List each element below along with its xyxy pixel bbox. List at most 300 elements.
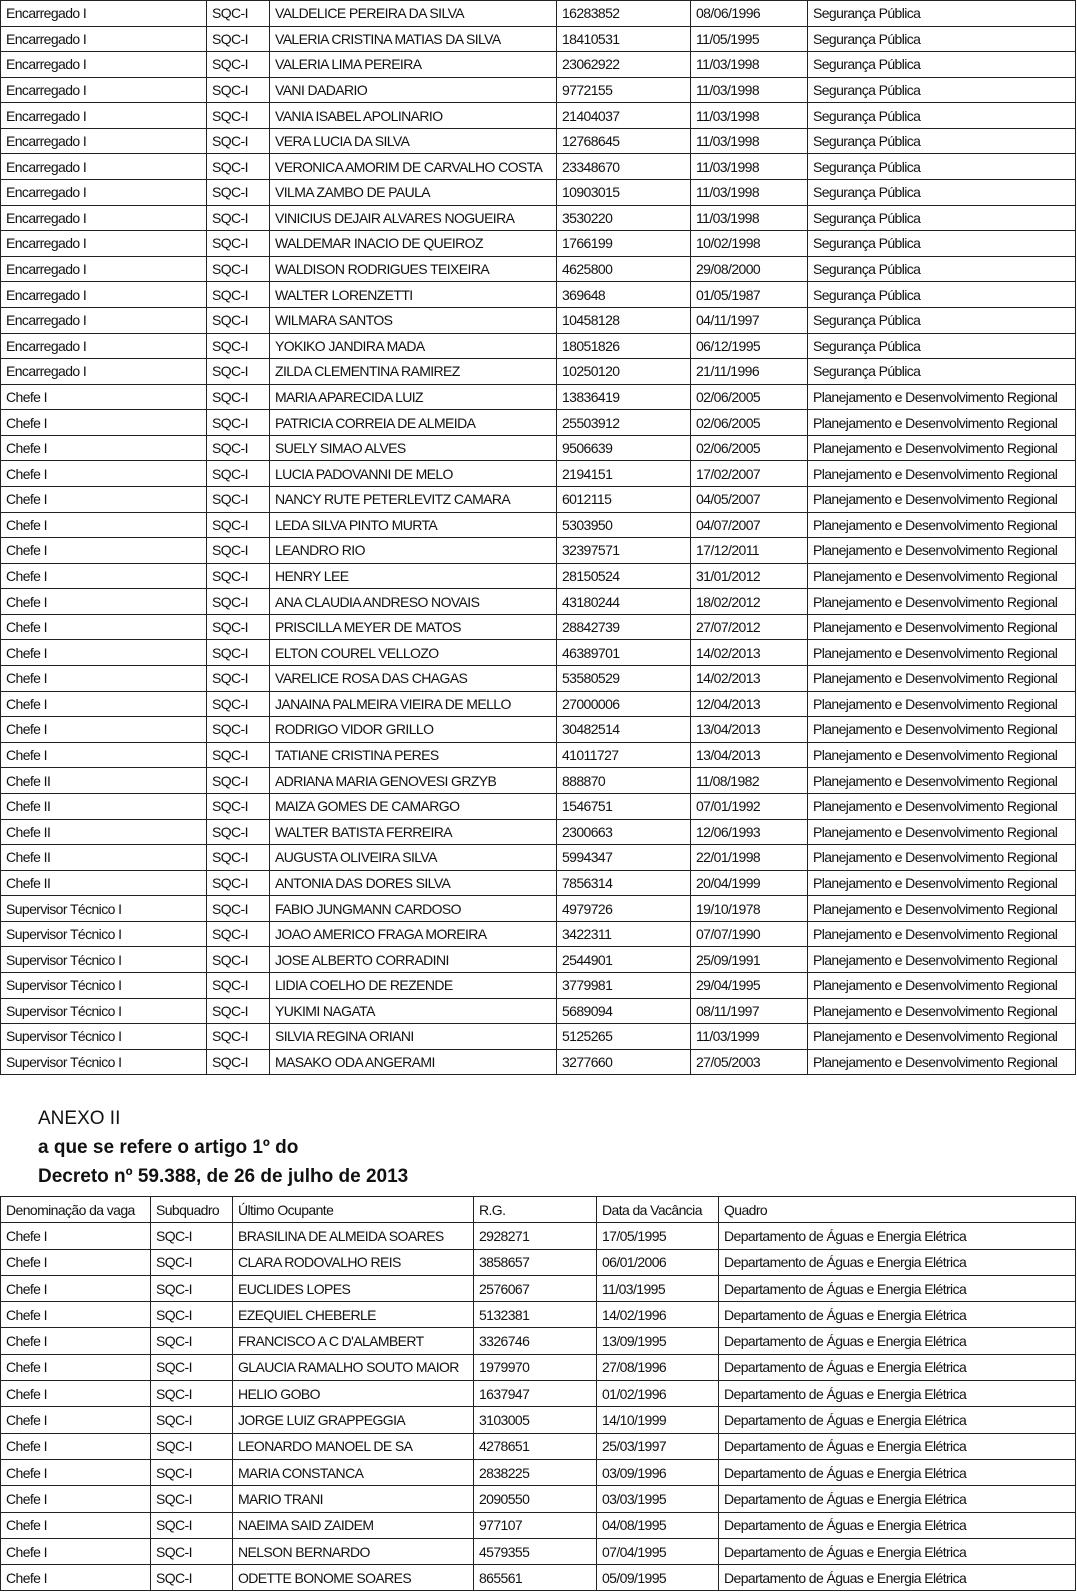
cell-ocupante: BRASILINA DE ALMEIDA SOARES	[233, 1223, 474, 1249]
cell-rg: 865561	[474, 1565, 597, 1591]
cell-denominacao: Chefe I	[1, 640, 207, 666]
header-rg: R.G.	[474, 1197, 597, 1223]
cell-data: 07/07/1990	[691, 921, 808, 947]
cell-subquadro: SQC-I	[151, 1459, 233, 1485]
cell-rg: 28842739	[557, 614, 691, 640]
cell-data: 31/01/2012	[691, 563, 808, 589]
cell-rg: 5132381	[474, 1302, 597, 1328]
cell-ocupante: ODETTE BONOME SOARES	[233, 1565, 474, 1591]
cell-subquadro: SQC-I	[151, 1565, 233, 1591]
cell-rg: 3422311	[557, 921, 691, 947]
cell-rg: 1546751	[557, 793, 691, 819]
cell-ocupante: WALTER LORENZETTI	[270, 282, 557, 308]
cell-rg: 16283852	[557, 1, 691, 27]
cell-ocupante: VARELICE ROSA DAS CHAGAS	[270, 666, 557, 692]
table-row	[1, 1249, 1076, 1275]
cell-rg: 46389701	[557, 640, 691, 666]
cell-rg: 6012115	[557, 486, 691, 512]
cell-ocupante: NELSON BERNARDO	[233, 1538, 474, 1564]
header-data-vacancia: Data da Vacância	[597, 1197, 719, 1223]
cell-ocupante: ZILDA CLEMENTINA RAMIREZ	[270, 359, 557, 385]
annex-decree: Decreto nº 59.388, de 26 de julho de 2013	[38, 1166, 409, 1187]
cell-ocupante: MASAKO ODA ANGERAMI	[270, 1049, 557, 1075]
cell-ocupante: WALDISON RODRIGUES TEIXEIRA	[270, 256, 557, 282]
cell-quadro: Segurança Pública	[808, 1, 1076, 27]
cell-subquadro: SQC-I	[207, 231, 270, 257]
header-subquadro: Subquadro	[151, 1197, 233, 1223]
cell-quadro: Segurança Pública	[808, 103, 1076, 129]
cell-ocupante: VINICIUS DEJAIR ALVARES NOGUEIRA	[270, 205, 557, 231]
cell-quadro: Planejamento e Desenvolvimento Regional	[808, 384, 1076, 410]
cell-subquadro: SQC-I	[207, 589, 270, 615]
cell-denominacao: Encarregado I	[1, 52, 207, 78]
cell-subquadro: SQC-I	[151, 1275, 233, 1301]
cell-ocupante: WALTER BATISTA FERREIRA	[270, 819, 557, 845]
cell-denominacao: Encarregado I	[1, 180, 207, 206]
table-row	[1, 1049, 1076, 1075]
cell-ocupante: LEANDRO RIO	[270, 538, 557, 564]
table-row	[1, 666, 1076, 692]
cell-ocupante: JOAO AMERICO FRAGA MOREIRA	[270, 921, 557, 947]
cell-ocupante: MARIO TRANI	[233, 1486, 474, 1512]
cell-quadro: Departamento de Águas e Energia Elétrica	[719, 1433, 1076, 1459]
cell-ocupante: HENRY LEE	[270, 563, 557, 589]
cell-quadro: Planejamento e Desenvolvimento Regional	[808, 921, 1076, 947]
cell-denominacao: Chefe I	[1, 1433, 151, 1459]
cell-quadro: Departamento de Águas e Energia Elétrica	[719, 1459, 1076, 1485]
cell-denominacao: Encarregado I	[1, 307, 207, 333]
cell-quadro: Planejamento e Desenvolvimento Regional	[808, 742, 1076, 768]
cell-quadro: Planejamento e Desenvolvimento Regional	[808, 896, 1076, 922]
cell-data: 17/05/1995	[597, 1223, 719, 1249]
cell-rg: 23348670	[557, 154, 691, 180]
cell-denominacao: Chefe I	[1, 1512, 151, 1538]
cell-quadro: Departamento de Águas e Energia Elétrica	[719, 1565, 1076, 1591]
cell-data: 11/05/1995	[691, 26, 808, 52]
cell-quadro: Departamento de Águas e Energia Elétrica	[719, 1275, 1076, 1301]
table-row	[1, 1381, 1076, 1407]
cell-data: 02/06/2005	[691, 435, 808, 461]
cell-denominacao: Chefe I	[1, 538, 207, 564]
cell-subquadro: SQC-I	[207, 896, 270, 922]
cell-quadro: Planejamento e Desenvolvimento Regional	[808, 1049, 1076, 1075]
cell-data: 27/08/1996	[597, 1354, 719, 1380]
cell-denominacao: Chefe II	[1, 845, 207, 871]
cell-quadro: Planejamento e Desenvolvimento Regional	[808, 486, 1076, 512]
cell-denominacao: Chefe I	[1, 1223, 151, 1249]
cell-subquadro: SQC-I	[207, 870, 270, 896]
cell-data: 19/10/1978	[691, 896, 808, 922]
cell-rg: 32397571	[557, 538, 691, 564]
table-row	[1, 1302, 1076, 1328]
cell-denominacao: Chefe I	[1, 1249, 151, 1275]
cell-quadro: Planejamento e Desenvolvimento Regional	[808, 640, 1076, 666]
cell-data: 14/10/1999	[597, 1407, 719, 1433]
cell-ocupante: PATRICIA CORREIA DE ALMEIDA	[270, 410, 557, 436]
table-row	[1, 742, 1076, 768]
cell-denominacao: Chefe I	[1, 666, 207, 692]
cell-ocupante: ANTONIA DAS DORES SILVA	[270, 870, 557, 896]
table-row	[1, 384, 1076, 410]
table-row	[1, 461, 1076, 487]
cell-data: 25/03/1997	[597, 1433, 719, 1459]
table-row	[1, 640, 1076, 666]
cell-ocupante: RODRIGO VIDOR GRILLO	[270, 717, 557, 743]
cell-rg: 13836419	[557, 384, 691, 410]
cell-subquadro: SQC-I	[207, 359, 270, 385]
cell-quadro: Planejamento e Desenvolvimento Regional	[808, 1024, 1076, 1050]
cell-data: 11/03/1995	[597, 1275, 719, 1301]
cell-denominacao: Encarregado I	[1, 231, 207, 257]
cell-denominacao: Chefe I	[1, 1354, 151, 1380]
cell-quadro: Departamento de Águas e Energia Elétrica	[719, 1354, 1076, 1380]
cell-denominacao: Chefe I	[1, 1407, 151, 1433]
cell-quadro: Planejamento e Desenvolvimento Regional	[808, 589, 1076, 615]
cell-ocupante: MARIA CONSTANCA	[233, 1459, 474, 1485]
cell-subquadro: SQC-I	[207, 180, 270, 206]
cell-quadro: Departamento de Águas e Energia Elétrica	[719, 1249, 1076, 1275]
table-row	[1, 1407, 1076, 1433]
cell-subquadro: SQC-I	[151, 1486, 233, 1512]
cell-rg: 1979970	[474, 1354, 597, 1380]
cell-quadro: Segurança Pública	[808, 333, 1076, 359]
cell-denominacao: Chefe I	[1, 486, 207, 512]
table-row	[1, 282, 1076, 308]
cell-data: 04/05/2007	[691, 486, 808, 512]
cell-data: 21/11/1996	[691, 359, 808, 385]
table-row	[1, 1538, 1076, 1564]
cell-rg: 10250120	[557, 359, 691, 385]
cell-subquadro: SQC-I	[207, 256, 270, 282]
cell-subquadro: SQC-I	[207, 512, 270, 538]
cell-ocupante: MAIZA GOMES DE CAMARGO	[270, 793, 557, 819]
cell-quadro: Segurança Pública	[808, 52, 1076, 78]
cell-denominacao: Supervisor Técnico I	[1, 998, 207, 1024]
cell-subquadro: SQC-I	[207, 435, 270, 461]
cell-rg: 2090550	[474, 1486, 597, 1512]
cell-data: 13/09/1995	[597, 1328, 719, 1354]
table-row	[1, 921, 1076, 947]
cell-quadro: Planejamento e Desenvolvimento Regional	[808, 717, 1076, 743]
cell-quadro: Segurança Pública	[808, 282, 1076, 308]
cell-ocupante: FRANCISCO A C D'ALAMBERT	[233, 1328, 474, 1354]
cell-data: 08/11/1997	[691, 998, 808, 1024]
table-row	[1, 793, 1076, 819]
table-row	[1, 691, 1076, 717]
table-row	[1, 486, 1076, 512]
cell-data: 29/04/1995	[691, 972, 808, 998]
cell-rg: 3779981	[557, 972, 691, 998]
cell-ocupante: GLAUCIA RAMALHO SOUTO MAIOR	[233, 1354, 474, 1380]
cell-ocupante: VILMA ZAMBO DE PAULA	[270, 180, 557, 206]
cell-subquadro: SQC-I	[207, 717, 270, 743]
table-row	[1, 103, 1076, 129]
table-row	[1, 77, 1076, 103]
cell-data: 11/03/1999	[691, 1024, 808, 1050]
cell-data: 05/09/1995	[597, 1565, 719, 1591]
cell-rg: 27000006	[557, 691, 691, 717]
cell-quadro: Departamento de Águas e Energia Elétrica	[719, 1407, 1076, 1433]
cell-subquadro: SQC-I	[207, 154, 270, 180]
cell-quadro: Planejamento e Desenvolvimento Regional	[808, 845, 1076, 871]
cell-quadro: Segurança Pública	[808, 231, 1076, 257]
cell-subquadro: SQC-I	[207, 307, 270, 333]
cell-denominacao: Chefe I	[1, 435, 207, 461]
cell-data: 12/04/2013	[691, 691, 808, 717]
cell-ocupante: JOSE ALBERTO CORRADINI	[270, 947, 557, 973]
cell-subquadro: SQC-I	[207, 282, 270, 308]
cell-ocupante: JORGE LUIZ GRAPPEGGIA	[233, 1407, 474, 1433]
cell-subquadro: SQC-I	[207, 819, 270, 845]
annex-heading	[38, 1104, 408, 1191]
cell-ocupante: SILVIA REGINA ORIANI	[270, 1024, 557, 1050]
cell-rg: 1766199	[557, 231, 691, 257]
cell-subquadro: SQC-I	[207, 384, 270, 410]
cell-data: 01/05/1987	[691, 282, 808, 308]
cell-denominacao: Encarregado I	[1, 103, 207, 129]
cell-quadro: Planejamento e Desenvolvimento Regional	[808, 512, 1076, 538]
table-row	[1, 1486, 1076, 1512]
cell-data: 29/08/2000	[691, 256, 808, 282]
cell-denominacao: Chefe I	[1, 742, 207, 768]
cell-quadro: Planejamento e Desenvolvimento Regional	[808, 819, 1076, 845]
cell-rg: 53580529	[557, 666, 691, 692]
cell-denominacao: Chefe I	[1, 1302, 151, 1328]
table-row	[1, 538, 1076, 564]
cell-subquadro: SQC-I	[151, 1538, 233, 1564]
cell-data: 13/04/2013	[691, 717, 808, 743]
cell-denominacao: Encarregado I	[1, 128, 207, 154]
cell-subquadro: SQC-I	[207, 410, 270, 436]
table-row	[1, 896, 1076, 922]
cell-denominacao: Chefe I	[1, 691, 207, 717]
cell-denominacao: Encarregado I	[1, 26, 207, 52]
cell-quadro: Segurança Pública	[808, 359, 1076, 385]
cell-subquadro: SQC-I	[207, 1, 270, 27]
cell-data: 22/01/1998	[691, 845, 808, 871]
cell-ocupante: AUGUSTA OLIVEIRA SILVA	[270, 845, 557, 871]
cell-denominacao: Encarregado I	[1, 154, 207, 180]
cell-data: 07/04/1995	[597, 1538, 719, 1564]
cell-ocupante: VANI DADARIO	[270, 77, 557, 103]
cell-subquadro: SQC-I	[207, 742, 270, 768]
cell-data: 14/02/2013	[691, 640, 808, 666]
cell-rg: 30482514	[557, 717, 691, 743]
cell-rg: 5125265	[557, 1024, 691, 1050]
table-row	[1, 26, 1076, 52]
cell-rg: 3326746	[474, 1328, 597, 1354]
cell-ocupante: VANIA ISABEL APOLINARIO	[270, 103, 557, 129]
cell-quadro: Planejamento e Desenvolvimento Regional	[808, 998, 1076, 1024]
table-row	[1, 972, 1076, 998]
annex-title: ANEXO II	[38, 1108, 121, 1129]
cell-denominacao: Supervisor Técnico I	[1, 921, 207, 947]
cell-data: 07/01/1992	[691, 793, 808, 819]
cell-rg: 3530220	[557, 205, 691, 231]
cell-ocupante: EZEQUIEL CHEBERLE	[233, 1302, 474, 1328]
cell-subquadro: SQC-I	[151, 1328, 233, 1354]
cell-data: 11/03/1998	[691, 180, 808, 206]
table-row	[1, 845, 1076, 871]
cell-ocupante: FABIO JUNGMANN CARDOSO	[270, 896, 557, 922]
cell-data: 03/09/1996	[597, 1459, 719, 1485]
cell-ocupante: NAEIMA SAID ZAIDEM	[233, 1512, 474, 1538]
cell-ocupante: JANAINA PALMEIRA VIEIRA DE MELLO	[270, 691, 557, 717]
cell-rg: 5689094	[557, 998, 691, 1024]
cell-denominacao: Chefe I	[1, 1328, 151, 1354]
cell-ocupante: PRISCILLA MEYER DE MATOS	[270, 614, 557, 640]
cell-denominacao: Chefe I	[1, 717, 207, 743]
cell-quadro: Planejamento e Desenvolvimento Regional	[808, 691, 1076, 717]
cell-rg: 4278651	[474, 1433, 597, 1459]
cell-data: 03/03/1995	[597, 1486, 719, 1512]
cell-denominacao: Chefe I	[1, 1565, 151, 1591]
cell-subquadro: SQC-I	[207, 691, 270, 717]
cell-subquadro: SQC-I	[151, 1302, 233, 1328]
cell-quadro: Segurança Pública	[808, 128, 1076, 154]
table-row	[1, 307, 1076, 333]
cell-quadro: Planejamento e Desenvolvimento Regional	[808, 972, 1076, 998]
cell-denominacao: Chefe I	[1, 1486, 151, 1512]
table-row	[1, 870, 1076, 896]
cell-subquadro: SQC-I	[151, 1433, 233, 1459]
cell-subquadro: SQC-I	[151, 1223, 233, 1249]
cell-quadro: Planejamento e Desenvolvimento Regional	[808, 614, 1076, 640]
cell-denominacao: Chefe II	[1, 819, 207, 845]
table-row	[1, 205, 1076, 231]
cell-subquadro: SQC-I	[207, 947, 270, 973]
annex-subtitle: a que se refere o artigo 1º do	[38, 1137, 299, 1158]
table-row	[1, 359, 1076, 385]
cell-rg: 4579355	[474, 1538, 597, 1564]
cell-data: 06/12/1995	[691, 333, 808, 359]
cell-subquadro: SQC-I	[151, 1249, 233, 1275]
cell-rg: 25503912	[557, 410, 691, 436]
table-row	[1, 589, 1076, 615]
table-row	[1, 614, 1076, 640]
table-row	[1, 1354, 1076, 1380]
cell-ocupante: VALDELICE PEREIRA DA SILVA	[270, 1, 557, 27]
cell-subquadro: SQC-I	[151, 1381, 233, 1407]
cell-rg: 23062922	[557, 52, 691, 78]
table-row	[1, 1565, 1076, 1591]
cell-quadro: Segurança Pública	[808, 307, 1076, 333]
cell-denominacao: Chefe II	[1, 768, 207, 794]
cell-denominacao: Encarregado I	[1, 359, 207, 385]
cell-subquadro: SQC-I	[207, 26, 270, 52]
cell-subquadro: SQC-I	[207, 845, 270, 871]
cell-data: 04/07/2007	[691, 512, 808, 538]
cell-denominacao: Chefe I	[1, 1381, 151, 1407]
cell-subquadro: SQC-I	[207, 768, 270, 794]
cell-rg: 888870	[557, 768, 691, 794]
cell-quadro: Departamento de Águas e Energia Elétrica	[719, 1538, 1076, 1564]
table-row	[1, 1223, 1076, 1249]
cell-ocupante: LUCIA PADOVANNI DE MELO	[270, 461, 557, 487]
cell-rg: 977107	[474, 1512, 597, 1538]
cell-denominacao: Encarregado I	[1, 77, 207, 103]
cell-denominacao: Chefe I	[1, 589, 207, 615]
cell-data: 06/01/2006	[597, 1249, 719, 1275]
cell-data: 01/02/1996	[597, 1381, 719, 1407]
cell-subquadro: SQC-I	[207, 1024, 270, 1050]
cell-denominacao: Supervisor Técnico I	[1, 1024, 207, 1050]
cell-data: 11/03/1998	[691, 205, 808, 231]
cell-subquadro: SQC-I	[207, 52, 270, 78]
cell-data: 27/05/2003	[691, 1049, 808, 1075]
table-row	[1, 154, 1076, 180]
cell-rg: 43180244	[557, 589, 691, 615]
cell-ocupante: LEONARDO MANOEL DE SA	[233, 1433, 474, 1459]
cell-rg: 2194151	[557, 461, 691, 487]
table-row	[1, 410, 1076, 436]
cell-data: 02/06/2005	[691, 384, 808, 410]
cell-quadro: Planejamento e Desenvolvimento Regional	[808, 538, 1076, 564]
cell-rg: 41011727	[557, 742, 691, 768]
cell-data: 11/08/1982	[691, 768, 808, 794]
table-row	[1, 128, 1076, 154]
cell-subquadro: SQC-I	[207, 333, 270, 359]
table-row	[1, 819, 1076, 845]
cell-data: 13/04/2013	[691, 742, 808, 768]
cell-rg: 2576067	[474, 1275, 597, 1301]
annex-ii-vacancy-table	[0, 1196, 1076, 1591]
cell-denominacao: Encarregado I	[1, 282, 207, 308]
cell-rg: 2838225	[474, 1459, 597, 1485]
cell-quadro: Departamento de Águas e Energia Elétrica	[719, 1381, 1076, 1407]
cell-subquadro: SQC-I	[207, 205, 270, 231]
cell-denominacao: Supervisor Técnico I	[1, 896, 207, 922]
cell-subquadro: SQC-I	[207, 998, 270, 1024]
cell-quadro: Departamento de Águas e Energia Elétrica	[719, 1512, 1076, 1538]
cell-subquadro: SQC-I	[207, 128, 270, 154]
cell-subquadro: SQC-I	[151, 1354, 233, 1380]
cell-rg: 12768645	[557, 128, 691, 154]
cell-ocupante: TATIANE CRISTINA PERES	[270, 742, 557, 768]
table-row	[1, 512, 1076, 538]
cell-data: 11/03/1998	[691, 52, 808, 78]
cell-quadro: Planejamento e Desenvolvimento Regional	[808, 947, 1076, 973]
cell-rg: 21404037	[557, 103, 691, 129]
cell-rg: 28150524	[557, 563, 691, 589]
table-row	[1, 1328, 1076, 1354]
cell-ocupante: NANCY RUTE PETERLEVITZ CAMARA	[270, 486, 557, 512]
cell-ocupante: ELTON COUREL VELLOZO	[270, 640, 557, 666]
cell-denominacao: Supervisor Técnico I	[1, 972, 207, 998]
cell-data: 11/03/1998	[691, 77, 808, 103]
header-quadro: Quadro	[719, 1197, 1076, 1223]
cell-ocupante: CLARA RODOVALHO REIS	[233, 1249, 474, 1275]
cell-data: 04/11/1997	[691, 307, 808, 333]
cell-ocupante: VALERIA CRISTINA MATIAS DA SILVA	[270, 26, 557, 52]
table-row	[1, 717, 1076, 743]
cell-subquadro: SQC-I	[207, 614, 270, 640]
cell-ocupante: ADRIANA MARIA GENOVESI GRZYB	[270, 768, 557, 794]
cell-denominacao: Encarregado I	[1, 1, 207, 27]
cell-data: 25/09/1991	[691, 947, 808, 973]
cell-quadro: Segurança Pública	[808, 180, 1076, 206]
cell-subquadro: SQC-I	[207, 793, 270, 819]
cell-quadro: Planejamento e Desenvolvimento Regional	[808, 435, 1076, 461]
table-row	[1, 563, 1076, 589]
cell-rg: 4979726	[557, 896, 691, 922]
cell-rg: 5303950	[557, 512, 691, 538]
cell-rg: 9772155	[557, 77, 691, 103]
cell-data: 04/08/1995	[597, 1512, 719, 1538]
cell-subquadro: SQC-I	[207, 921, 270, 947]
cell-data: 14/02/2013	[691, 666, 808, 692]
cell-subquadro: SQC-I	[207, 640, 270, 666]
